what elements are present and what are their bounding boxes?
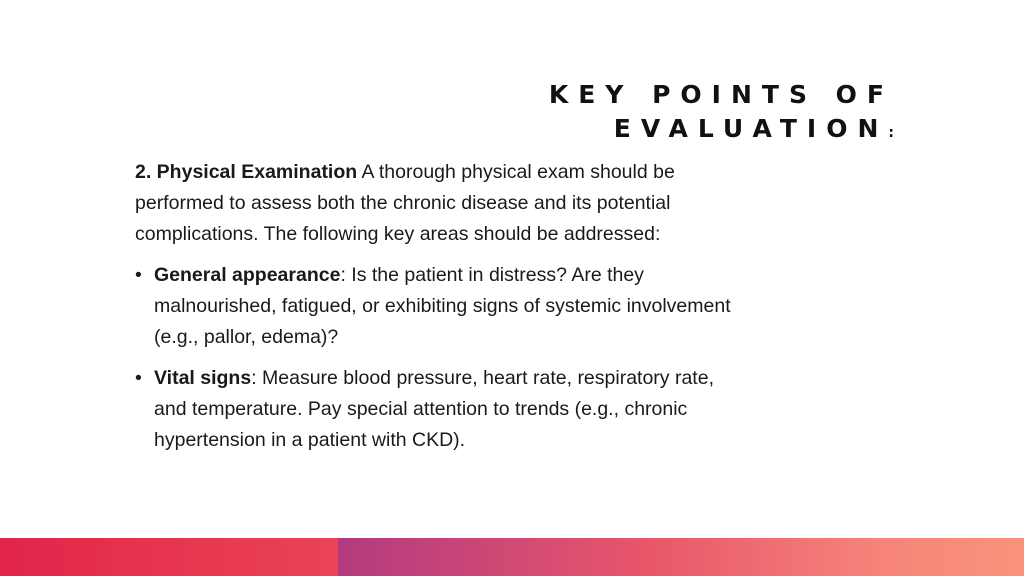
footer-band-left bbox=[0, 538, 338, 576]
slide-title-line-2 bbox=[549, 112, 894, 150]
bullet-term: Vital signs bbox=[154, 367, 252, 389]
bullet-item-vital-signs bbox=[135, 363, 735, 456]
bullet-marker: • bbox=[135, 367, 142, 389]
section-heading: 2. Physical Examination bbox=[135, 161, 358, 183]
bullet-marker: • bbox=[135, 264, 142, 286]
footer-band-right bbox=[338, 538, 1024, 576]
section-intro: A thorough physical exam should be performed to assess both the chronic disease and its potential complications. The following key areas should be addressed: bbox=[135, 161, 675, 245]
bullet-term: General appearance bbox=[154, 264, 341, 286]
bullet-list bbox=[135, 260, 735, 456]
slide-title-line-1: KEY POINTS OF bbox=[548, 80, 894, 109]
slide-body bbox=[135, 157, 735, 466]
bullet-item-general-appearance bbox=[135, 260, 735, 353]
bullet-text: : Measure blood pressure, heart rate, respiratory rate, and temperature. Pay special attention to trends (e.g., chronic hypertension in a patient with CKD). bbox=[154, 367, 714, 451]
slide-title-colon: : bbox=[888, 125, 894, 141]
slide-title-word: EVALUATION bbox=[613, 114, 889, 143]
section-paragraph bbox=[135, 157, 735, 250]
slide-title bbox=[549, 78, 894, 150]
bullet-text: : Is the patient in distress? Are they malnourished, fatigued, or exhibiting signs of systemic involvement (e.g., pallor, edema)? bbox=[154, 264, 731, 348]
